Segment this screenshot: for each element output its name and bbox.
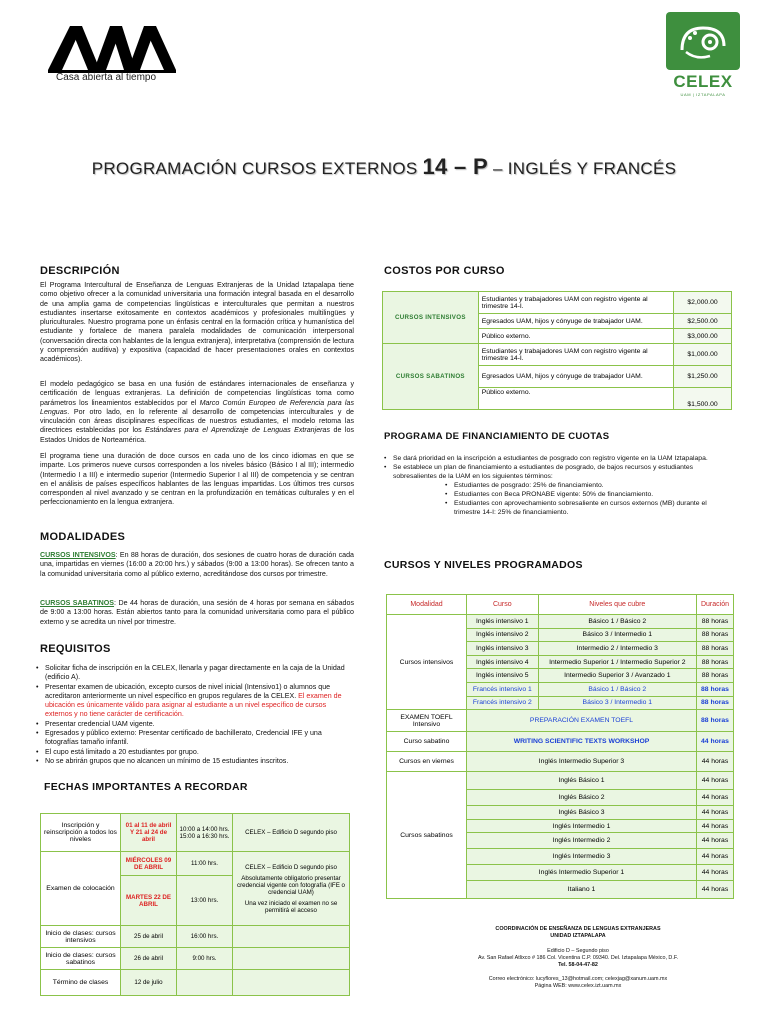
list-item: • Estudiantes con aprovechamiento sobresaliente en cursos externos (MB) durante el trimestre 14-I: 25% de financiamiento.: [445, 499, 734, 517]
table-header-row: [387, 595, 734, 615]
niveles-cell: Básico 1 / Básico 2: [538, 615, 696, 629]
costo-desc: Egresados UAM, hijos y cónyuge de trabajador UAM.: [478, 314, 673, 329]
table-row: [387, 710, 734, 732]
costo-price: $1,500.00: [674, 388, 732, 410]
duracion-cell: 44 horas: [696, 865, 733, 881]
list-item: • Solicitar ficha de inscripción en la CELEX, llenarla y pagar directamente en la caja de la Unidad (edificio A).: [36, 664, 354, 683]
curso-cell: PREPARACIÓN EXAMEN TOEFL: [467, 710, 697, 732]
celex-subtitle: UAM | IZTAPALAPA: [680, 92, 726, 97]
curso-cell: Inglés intensivo 5: [467, 669, 539, 683]
grupo-toefl: EXAMEN TOEFL Intensivo: [387, 710, 467, 732]
niveles-cell: Básico 1 / Básico 2: [538, 682, 696, 696]
curso-cell: Inglés Básico 3: [467, 806, 697, 820]
curso-cell: Inglés Básico 1: [467, 772, 697, 790]
costos-table: [382, 291, 732, 410]
uam-tagline: Casa abierta al tiempo: [56, 72, 157, 83]
coord-email[interactable]: Correo electrónico: lucyflores_13@hotmail.com; celexjag@xanum.uam.mx: [488, 976, 668, 982]
title-part1: PROGRAMACIÓN CURSOS EXTERNOS: [91, 159, 418, 178]
costo-price: $1,250.00: [674, 366, 732, 388]
curso-cell: Inglés Intermedio 1: [467, 819, 697, 833]
page-title: [0, 154, 768, 180]
fecha-place: CELEX – Edificio D segundo piso Absolutamente obligatorio presentar credencial vigente con fotografía (IFE o credencial UAM) Una vez iniciado el examen no se permitirá el acceso: [233, 852, 350, 926]
col-curso: Curso: [467, 595, 539, 615]
fecha-label: Examen de colocación: [41, 852, 121, 926]
grupo-sabatino: Curso sabatino: [387, 732, 467, 752]
curso-cell: Italiano 1: [467, 881, 697, 899]
coord-web[interactable]: Página WEB: www.celex.izt.uam.mx: [534, 983, 622, 989]
list-item: • Estudiantes de posgrado: 25% de financiamiento.: [445, 481, 734, 490]
col-duracion: Duración: [696, 595, 733, 615]
costo-price: $2,000.00: [674, 292, 732, 314]
fecha-time: 16:00 hrs.: [177, 926, 233, 948]
fecha-time: 11:00 hrs.: [177, 852, 233, 876]
curso-cell: Inglés Básico 2: [467, 790, 697, 806]
grupo-sabatinos: Cursos sabatinos: [387, 772, 467, 899]
grupo-intensivos: Cursos intensivos: [387, 615, 467, 710]
duracion-cell: 44 horas: [696, 806, 733, 820]
fecha-place: CELEX – Edificio D segundo piso: [233, 814, 350, 852]
descripcion-p3: El programa tiene una duración de doce cursos en cada uno de los cinco idiomas en que se imparte. Los primeros nueve cursos corresponden a los niveles básico (Básico I al III); intermedio (Intermedio I a III) e intermedio superior (Intermedio Superior I al III) de competencia y se centran en el análisis de países específicos hablantes de las lenguas impartidas. Los últimos tres cursos corresponden al nivel avanzado y se centran en la profundización en temáticas culturales y en el perfeccionamiento en la lengua extranjera.: [40, 452, 354, 507]
requisitos-list: [36, 664, 354, 766]
table-row: [41, 948, 350, 970]
title-part3: – INGLÉS Y FRANCÉS: [492, 159, 677, 178]
costos-heading: COSTOS POR CURSO: [384, 265, 505, 277]
grupo-viernes: Cursos en viernes: [387, 752, 467, 772]
list-item: • El cupo está limitado a 20 estudiantes por grupo.: [36, 748, 354, 757]
niveles-cell: Básico 3 / Intermedio 1: [538, 696, 696, 710]
coord-line3: Tel. 58-04-47-82: [558, 962, 598, 968]
table-row: [41, 852, 350, 876]
descripcion-p1: El Programa Intercultural de Enseñanza de Lenguas Extranjeras de la Unidad Iztapalapa tiene como objetivo ofrecer a la comunidad universitaria una formación integral basada en el desarrollo de una amplia gama de competencias lingüísticas e interculturales que permitan a nuestros estudiantes insertarse exitosamente en contextos académicos y profesionales multilingües y pluriculturales. Nuestro programa pone un énfasis central en la formación crítica y humanística del estudiante y fortalece de manera paralela modalidades de comunicación interpersonal (conversación directa con hablantes de la lengua extranjera), interpretativa (comprensión de lectura y comprensión auditiva) y expositiva (capacidad de hacer presentaciones orales en contextos académicos).: [40, 281, 354, 364]
fecha-date: 26 de abril: [121, 948, 177, 970]
duracion-cell: 88 horas: [696, 642, 733, 656]
niveles-cell: Intermedio Superior 3 / Avanzado 1: [538, 669, 696, 683]
costo-modalidad: CURSOS INTENSIVOS: [383, 292, 479, 344]
celex-emblem-icon: [676, 20, 730, 62]
col-modalidad: Modalidad: [387, 595, 467, 615]
fecha-date: MARTES 22 DE ABRIL: [121, 876, 177, 926]
modalidad-intensivos: CURSOS INTENSIVOS: En 88 horas de duración, dos sesiones de cuatro horas de duración cada una, impartidas en viernes (16:00 a 20:00 hrs.) y sábados (9:00 a 13:00 horas). Se ofrecen tanto a la comunidad universitaria como al público externo, acreditándose dos cursos por trimestre.: [40, 551, 354, 578]
fechas-table: [40, 813, 350, 996]
duracion-cell: 44 horas: [696, 732, 733, 752]
costo-price: $2,500.00: [674, 314, 732, 329]
list-item: • Se dará prioridad en la inscripción a estudiantes de posgrado con registro vigente en la UAM Iztapalapa.: [384, 454, 734, 463]
col-niveles: Niveles que cubre: [538, 595, 696, 615]
fecha-label: Inscripción y reinscripción a todos los niveles: [41, 814, 121, 852]
modalidades-heading: MODALIDADES: [40, 531, 126, 543]
list-item: • Presentar credencial UAM vigente.: [36, 720, 354, 729]
costo-desc: Estudiantes y trabajadores UAM con registro vigente al trimestre 14-I.: [478, 344, 673, 366]
celex-name: CELEX: [673, 72, 733, 91]
list-item: • Presentar examen de ubicación, excepto cursos de nivel inicial (Intensivo1) o alumnos que acreditaron anteriormente un nivel específico en grupos regulares de la CELEX. El examen de ubicación es únicamente válido para asignar al estudiante a un nivel específico de cursos externos y no tiene carácter de certificación.: [36, 683, 354, 720]
duracion-cell: 44 horas: [696, 819, 733, 833]
table-row: [383, 344, 732, 366]
duracion-cell: 88 horas: [696, 669, 733, 683]
fecha-time: 9:00 hrs.: [177, 948, 233, 970]
duracion-cell: 88 horas: [696, 682, 733, 696]
fecha-place: [233, 926, 350, 948]
table-row: [387, 772, 734, 790]
table-row: [41, 814, 350, 852]
fecha-label: Inicio de clases: cursos sabatinos: [41, 948, 121, 970]
niveles-cell: Intermedio Superior 1 / Intermedio Superior 2: [538, 655, 696, 669]
coordinacion-footer: [418, 926, 738, 990]
coord-title2: UNIDAD IZTAPALAPA: [550, 933, 606, 939]
table-row: [387, 752, 734, 772]
list-item: • Egresados y público externo: Presentar certificado de bachillerato, Credencial IFE y una fotografías tamaño infantil.: [36, 729, 354, 748]
curso-cell: Inglés Intermedio 2: [467, 833, 697, 849]
costo-desc: Egresados UAM, hijos y cónyuge de trabajador UAM.: [478, 366, 673, 388]
list-item: • Se establece un plan de financiamiento a estudiantes de posgrado, de bajos recursos y estudiantes sobresalientes de la UAM en los siguientes términos: • Estudiantes de posgrado: 25% de financiamiento. • Estudiantes con Beca PRONABE vigente: 50% de financiamiento. • Estudiantes con aprovechamiento sobresaliente en cursos externos (MB) durante el trimestre 14-I: 25% de financiamiento.: [384, 463, 734, 517]
duracion-cell: 88 horas: [696, 655, 733, 669]
costo-desc: Público externo.: [478, 388, 673, 410]
fecha-time: [177, 970, 233, 996]
curso-cell: Francés intensivo 1: [467, 682, 539, 696]
niveles-cell: Intermedio 2 / Intermedio 3: [538, 642, 696, 656]
fecha-date: 01 al 11 de abril Y 21 al 24 de abril: [121, 814, 177, 852]
duracion-cell: 88 horas: [696, 628, 733, 642]
duracion-cell: 44 horas: [696, 790, 733, 806]
fecha-date: 25 de abril: [121, 926, 177, 948]
costo-price: $3,000.00: [674, 329, 732, 344]
table-row: [387, 732, 734, 752]
curso-cell: Inglés Intermedio Superior 1: [467, 865, 697, 881]
coord-title1: COORDINACIÓN DE ENSEÑANZA DE LENGUAS EXTRANJERAS: [495, 926, 661, 932]
fechas-heading: FECHAS IMPORTANTES A RECORDAR: [44, 781, 248, 793]
requisitos-heading: REQUISITOS: [40, 643, 111, 655]
cursos-heading: CURSOS Y NIVELES PROGRAMADOS: [384, 559, 583, 571]
niveles-cell: Básico 3 / Intermedio 1: [538, 628, 696, 642]
financiamiento-list: [384, 454, 734, 517]
duracion-cell: 44 horas: [696, 833, 733, 849]
duracion-cell: 88 horas: [696, 710, 733, 732]
descripcion-heading: DESCRIPCIÓN: [40, 265, 120, 277]
coord-line2: Av. San Rafael Atlixco # 186 Col. Vicentina C.P. 09340. Del. Iztapalapa México, D.F.: [477, 955, 679, 961]
duracion-cell: 44 horas: [696, 881, 733, 899]
duracion-cell: 44 horas: [696, 849, 733, 865]
costo-desc: Público externo.: [478, 329, 673, 344]
table-row: [41, 926, 350, 948]
curso-cell: Inglés intensivo 4: [467, 655, 539, 669]
list-item: • Estudiantes con Beca PRONABE vigente: 50% de financiamiento.: [445, 490, 734, 499]
duracion-cell: 44 horas: [696, 752, 733, 772]
curso-cell: Francés intensivo 2: [467, 696, 539, 710]
modalidad-sabatinos: CURSOS SABATINOS: De 44 horas de duración, una sesión de 4 horas por semana en sábados de 9:00 a 13:00 horas. Están abiertos tanto para la comunidad universitaria como para el público externo y se acredita un nivel por trimestre.: [40, 599, 354, 626]
table-row: [387, 615, 734, 629]
descripcion-p2: El modelo pedagógico se basa en una fusión de estándares internacionales de enseñanza y certificación de lenguas extranjeras. La definición de competencias lingüísticas toma como parámetros los lineamientos establecidos por el Marco Común Europeo de Referencia para las Lenguas. Por otro lado, en lo referente al desarrollo de competencias interculturales y de vinculación con áreas disciplinares específicas de nuestros estudiantes, el modelo retoma las directrices establecidas por los Estándares para el Aprendizaje de Lenguas Extranjeras de los Estados Unidos de Norteamérica.: [40, 380, 354, 444]
celex-logo: [666, 12, 740, 97]
curso-cell: WRITING SCIENTIFIC TEXTS WORKSHOP: [467, 732, 697, 752]
curso-cell: Inglés Intermedio Superior 3: [467, 752, 697, 772]
duracion-cell: 44 horas: [696, 772, 733, 790]
curso-cell: Inglés intensivo 1: [467, 615, 539, 629]
fecha-place: [233, 970, 350, 996]
curso-cell: Inglés intensivo 3: [467, 642, 539, 656]
curso-cell: Inglés Intermedio 3: [467, 849, 697, 865]
title-part2: 14 – P: [422, 154, 488, 179]
curso-cell: Inglés intensivo 2: [467, 628, 539, 642]
fecha-label: Término de clases: [41, 970, 121, 996]
coord-line1: Edificio D – Segundo piso: [547, 948, 609, 954]
costo-modalidad: CURSOS SABATINOS: [383, 344, 479, 410]
cursos-table: [386, 594, 734, 899]
table-row: [383, 292, 732, 314]
fecha-date: MIÉRCOLES 09 DE ABRIL: [121, 852, 177, 876]
costo-price: $1,000.00: [674, 344, 732, 366]
duracion-cell: 88 horas: [696, 615, 733, 629]
costo-desc: Estudiantes y trabajadores UAM con registro vigente al trimestre 14-I.: [478, 292, 673, 314]
fecha-date: 12 de julio: [121, 970, 177, 996]
fecha-time: 13:00 hrs.: [177, 876, 233, 926]
fecha-place: [233, 948, 350, 970]
table-row: [41, 970, 350, 996]
fecha-time: 10:00 a 14:00 hrs. 15:00 a 16:30 hrs.: [177, 814, 233, 852]
duracion-cell: 88 horas: [696, 696, 733, 710]
list-item: • No se abrirán grupos que no alcancen un mínimo de 15 estudiantes inscritos.: [36, 757, 354, 766]
fecha-label: Inicio de clases: cursos intensivos: [41, 926, 121, 948]
financiamiento-heading: PROGRAMA DE FINANCIAMIENTO DE CUOTAS: [384, 431, 610, 442]
